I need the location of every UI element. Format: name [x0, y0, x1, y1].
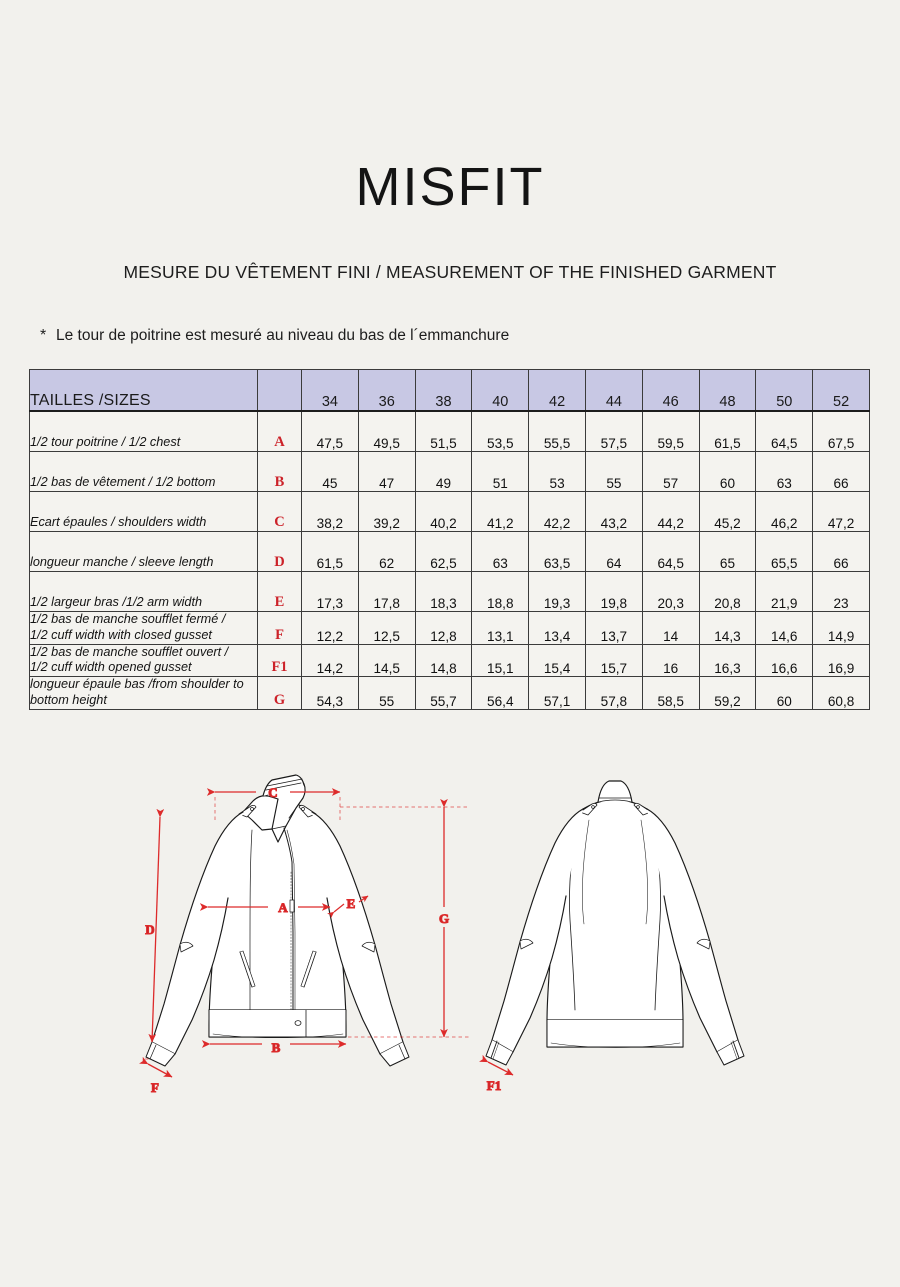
table-header-size-40: 40	[472, 370, 529, 412]
table-header-size-34: 34	[302, 370, 359, 412]
measurement-label	[30, 452, 258, 492]
measurement-value: 13,4	[529, 612, 586, 645]
measurement-value: 60	[699, 452, 756, 492]
measurement-value: 14,2	[302, 644, 359, 677]
measurement-value: 14	[642, 612, 699, 645]
measurement-value: 16,9	[813, 644, 870, 677]
dimension-label-b: B	[271, 1040, 281, 1055]
measurement-value: 57,5	[585, 411, 642, 452]
measurement-value: 55	[585, 452, 642, 492]
measurement-value: 20,3	[642, 572, 699, 612]
measurement-value: 12,2	[302, 612, 359, 645]
measurement-value: 14,9	[813, 612, 870, 645]
measurement-value: 61,5	[699, 411, 756, 452]
measurement-value: 45,2	[699, 492, 756, 532]
measurement-value: 15,4	[529, 644, 586, 677]
table-row	[30, 612, 870, 645]
measurement-value: 14,5	[358, 644, 415, 677]
measurement-value: 64	[585, 532, 642, 572]
size-chart-table	[29, 369, 870, 710]
measurement-value: 16	[642, 644, 699, 677]
measurement-value: 14,6	[756, 612, 813, 645]
measurement-value: 64,5	[756, 411, 813, 452]
measurement-value: 47,2	[813, 492, 870, 532]
table-header	[30, 370, 870, 412]
measurement-value: 59,5	[642, 411, 699, 452]
page-subtitle: MESURE DU VÊTEMENT FINI / MEASUREMENT OF THE FINISHED GARMENT	[123, 262, 777, 282]
measurement-value: 49,5	[358, 411, 415, 452]
table-header-row	[30, 370, 870, 412]
measurement-value: 55	[358, 677, 415, 710]
table-row	[30, 532, 870, 572]
measurement-value: 13,7	[585, 612, 642, 645]
measurement-value: 47	[358, 452, 415, 492]
measurement-value: 63,5	[529, 532, 586, 572]
measurement-value: 43,2	[585, 492, 642, 532]
measurement-value: 13,1	[472, 612, 529, 645]
asterisk-icon: *	[40, 327, 47, 344]
measurement-code: F	[258, 612, 302, 645]
measurement-value: 59,2	[699, 677, 756, 710]
measurement-value: 62,5	[415, 532, 472, 572]
measurement-value: 53,5	[472, 411, 529, 452]
measurement-label-line1: 1/2 largeur bras /1/2 arm width	[30, 595, 203, 610]
table-row	[30, 644, 870, 677]
measurement-value: 60	[756, 677, 813, 710]
measurement-value: 15,7	[585, 644, 642, 677]
measurement-value: 63	[756, 452, 813, 492]
measurement-value: 45	[302, 452, 359, 492]
dimension-label-a: A	[278, 900, 288, 915]
measurement-value: 23	[813, 572, 870, 612]
measurement-value: 44,2	[642, 492, 699, 532]
dimension-label-c: C	[268, 785, 278, 800]
measurement-code: D	[258, 532, 302, 572]
measurement-value: 61,5	[302, 532, 359, 572]
measurement-code: A	[258, 411, 302, 452]
dimension-label-f1: F1	[486, 1078, 502, 1093]
measurement-label-line1: 1/2 bas de vêtement / 1/2 bottom	[30, 475, 216, 490]
measurement-label-line1: Ecart épaules / shoulders width	[30, 515, 207, 530]
measurement-value: 65	[699, 532, 756, 572]
measurement-value: 55,5	[529, 411, 586, 452]
measurement-value: 55,7	[415, 677, 472, 710]
measurement-label-line1: longueur épaule bas /from shoulder to	[30, 677, 244, 691]
table-header-size-50: 50	[756, 370, 813, 412]
table-body	[30, 411, 870, 709]
table-row	[30, 677, 870, 710]
measurement-value: 41,2	[472, 492, 529, 532]
measurement-value: 42,2	[529, 492, 586, 532]
measurement-value: 53	[529, 452, 586, 492]
measurement-value: 60,8	[813, 677, 870, 710]
table-header-size-36: 36	[358, 370, 415, 412]
measurement-code: G	[258, 677, 302, 710]
dimension-label-d: D	[145, 922, 155, 937]
measurement-value: 15,1	[472, 644, 529, 677]
measurement-label-line1: 1/2 bas de manche soufflet fermé /	[30, 612, 226, 626]
table-header-size-38: 38	[415, 370, 472, 412]
measurement-label-line1: longueur manche / sleeve length	[30, 555, 214, 570]
table-row	[30, 411, 870, 452]
measurement-value: 47,5	[302, 411, 359, 452]
measurement-value: 51,5	[415, 411, 472, 452]
measurement-label	[30, 572, 258, 612]
measurement-label	[30, 677, 258, 710]
jacket-back-illustration	[486, 781, 744, 1065]
measurement-value: 57,1	[529, 677, 586, 710]
garment-technical-drawing	[0, 752, 900, 1152]
measurement-value: 54,3	[302, 677, 359, 710]
measurement-value: 12,8	[415, 612, 472, 645]
table-row	[30, 492, 870, 532]
table-header-size-42: 42	[529, 370, 586, 412]
page-title: MISFIT	[355, 157, 545, 217]
table-header-size-44: 44	[585, 370, 642, 412]
table-header-label: TAILLES /SIZES	[30, 370, 258, 412]
measurement-code: C	[258, 492, 302, 532]
dimension-label-g: G	[438, 911, 450, 926]
measurement-code: F1	[258, 644, 302, 677]
jacket-front-illustration	[146, 775, 409, 1066]
chest-measurement-note	[40, 327, 509, 345]
measurement-value: 20,8	[699, 572, 756, 612]
table-header-code	[258, 370, 302, 412]
measurement-value: 19,3	[529, 572, 586, 612]
measurement-value: 66	[813, 532, 870, 572]
measurement-value: 16,3	[699, 644, 756, 677]
measurement-value: 57,8	[585, 677, 642, 710]
measurement-value: 56,4	[472, 677, 529, 710]
measurement-value: 57	[642, 452, 699, 492]
measurement-value: 46,2	[756, 492, 813, 532]
measurement-value: 17,3	[302, 572, 359, 612]
measurement-value: 65,5	[756, 532, 813, 572]
measurement-label	[30, 532, 258, 572]
measurement-value: 66	[813, 452, 870, 492]
measurement-value: 38,2	[302, 492, 359, 532]
measurement-value: 51	[472, 452, 529, 492]
table-row	[30, 572, 870, 612]
measurement-label-line1: 1/2 bas de manche soufflet ouvert /	[30, 644, 229, 659]
measurement-value: 18,3	[415, 572, 472, 612]
dimension-label-e: E	[346, 896, 356, 911]
measurement-value: 49	[415, 452, 472, 492]
table-header-size-46: 46	[642, 370, 699, 412]
measurement-label	[30, 411, 258, 452]
measurement-value: 64,5	[642, 532, 699, 572]
measurement-value: 67,5	[813, 411, 870, 452]
measurement-code: E	[258, 572, 302, 612]
measurement-value: 58,5	[642, 677, 699, 710]
measurement-label-line2: bottom height	[30, 692, 107, 707]
measurement-value: 12,5	[358, 612, 415, 645]
measurement-value: 14,8	[415, 644, 472, 677]
measurement-value: 62	[358, 532, 415, 572]
measurement-label	[30, 644, 258, 677]
measurement-label-line2: 1/2 cuff width opened gusset	[30, 660, 192, 675]
measurement-value: 63	[472, 532, 529, 572]
measurement-value: 40,2	[415, 492, 472, 532]
measurement-value: 17,8	[358, 572, 415, 612]
dimension-label-f: F	[151, 1080, 159, 1095]
table-header-size-52: 52	[813, 370, 870, 412]
measurement-label	[30, 612, 258, 645]
measurement-label-line1: 1/2 tour poitrine / 1/2 chest	[30, 435, 181, 450]
measurement-value: 39,2	[358, 492, 415, 532]
note-text: Le tour de poitrine est mesuré au niveau du bas de l´emmanchure	[56, 327, 510, 344]
measurement-label-line2: 1/2 cuff width with closed gusset	[30, 627, 212, 642]
measurement-value: 16,6	[756, 644, 813, 677]
measurement-value: 21,9	[756, 572, 813, 612]
measurement-label	[30, 492, 258, 532]
measurement-value: 19,8	[585, 572, 642, 612]
measurement-value: 14,3	[699, 612, 756, 645]
table-header-size-48: 48	[699, 370, 756, 412]
measurement-code: B	[258, 452, 302, 492]
measurement-value: 18,8	[472, 572, 529, 612]
table-row	[30, 452, 870, 492]
